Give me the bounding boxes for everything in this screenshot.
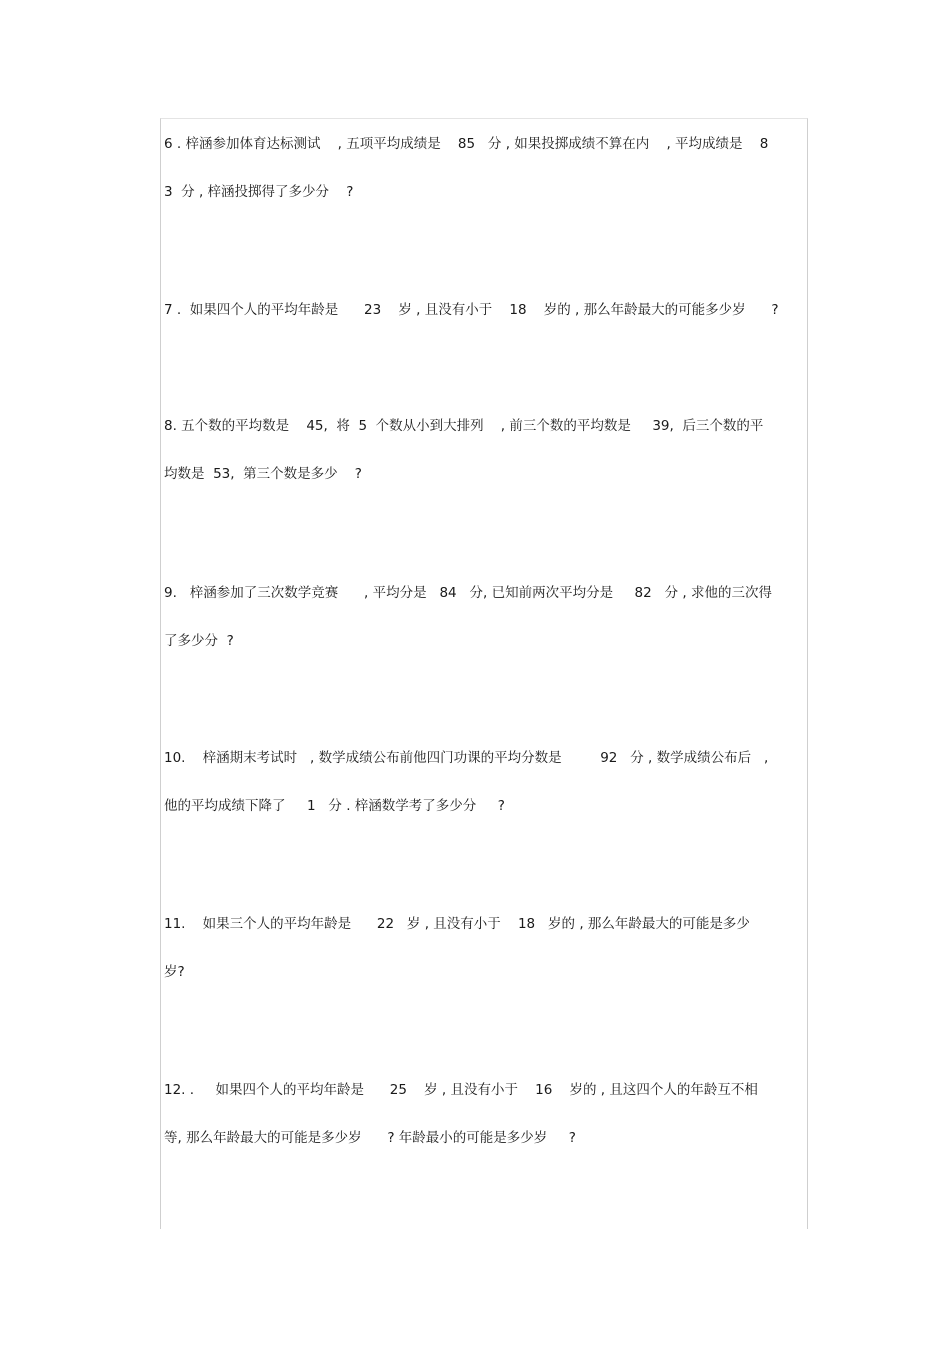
problem-line: 岁? — [164, 964, 185, 980]
problem-line: 3 分 , 梓涵投掷得了多少分 ? — [164, 184, 354, 200]
problem-line: 均数是 53, 第三个数是多少 ? — [164, 466, 362, 482]
problem-line: 12. . 如果四个人的平均年龄是 25 岁 , 且没有小于 16 岁的 , 且这四个人的年龄互不相 — [164, 1082, 758, 1098]
problem-line: 11. 如果三个人的平均年龄是 22 岁 , 且没有小于 18 岁的 , 那么年龄最大的可能是多少 — [164, 916, 750, 932]
problem-line: 了多少分 ? — [164, 633, 234, 649]
problem-line: 6 . 梓涵参加体育达标测试 , 五项平均成绩是 85 分 , 如果投掷成绩不算在内 , 平均成绩是 8 — [164, 136, 769, 152]
problem-line: 8. 五个数的平均数是 45, 将 5 个数从小到大排列 , 前三个数的平均数是 39, 后三个数的平 — [164, 418, 764, 434]
problem-line: 10. 梓涵期末考试时 , 数学成绩公布前他四门功课的平均分数是 92 分 , 数学成绩公布后 , — [164, 750, 769, 766]
problem-line: 等, 那么年龄最大的可能是多少岁 ? 年龄最小的可能是多少岁 ? — [164, 1130, 576, 1146]
problem-line: 他的平均成绩下降了 1 分 . 梓涵数学考了多少分 ? — [164, 798, 505, 814]
problem-line: 7 . 如果四个人的平均年龄是 23 岁 , 且没有小于 18 岁的 , 那么年龄最大的可能多少岁 ? — [164, 302, 779, 318]
page-frame — [160, 118, 808, 1229]
problem-line: 9. 梓涵参加了三次数学竞赛 , 平均分是 84 分, 已知前两次平均分是 82 分 , 求他的三次得 — [164, 585, 772, 601]
